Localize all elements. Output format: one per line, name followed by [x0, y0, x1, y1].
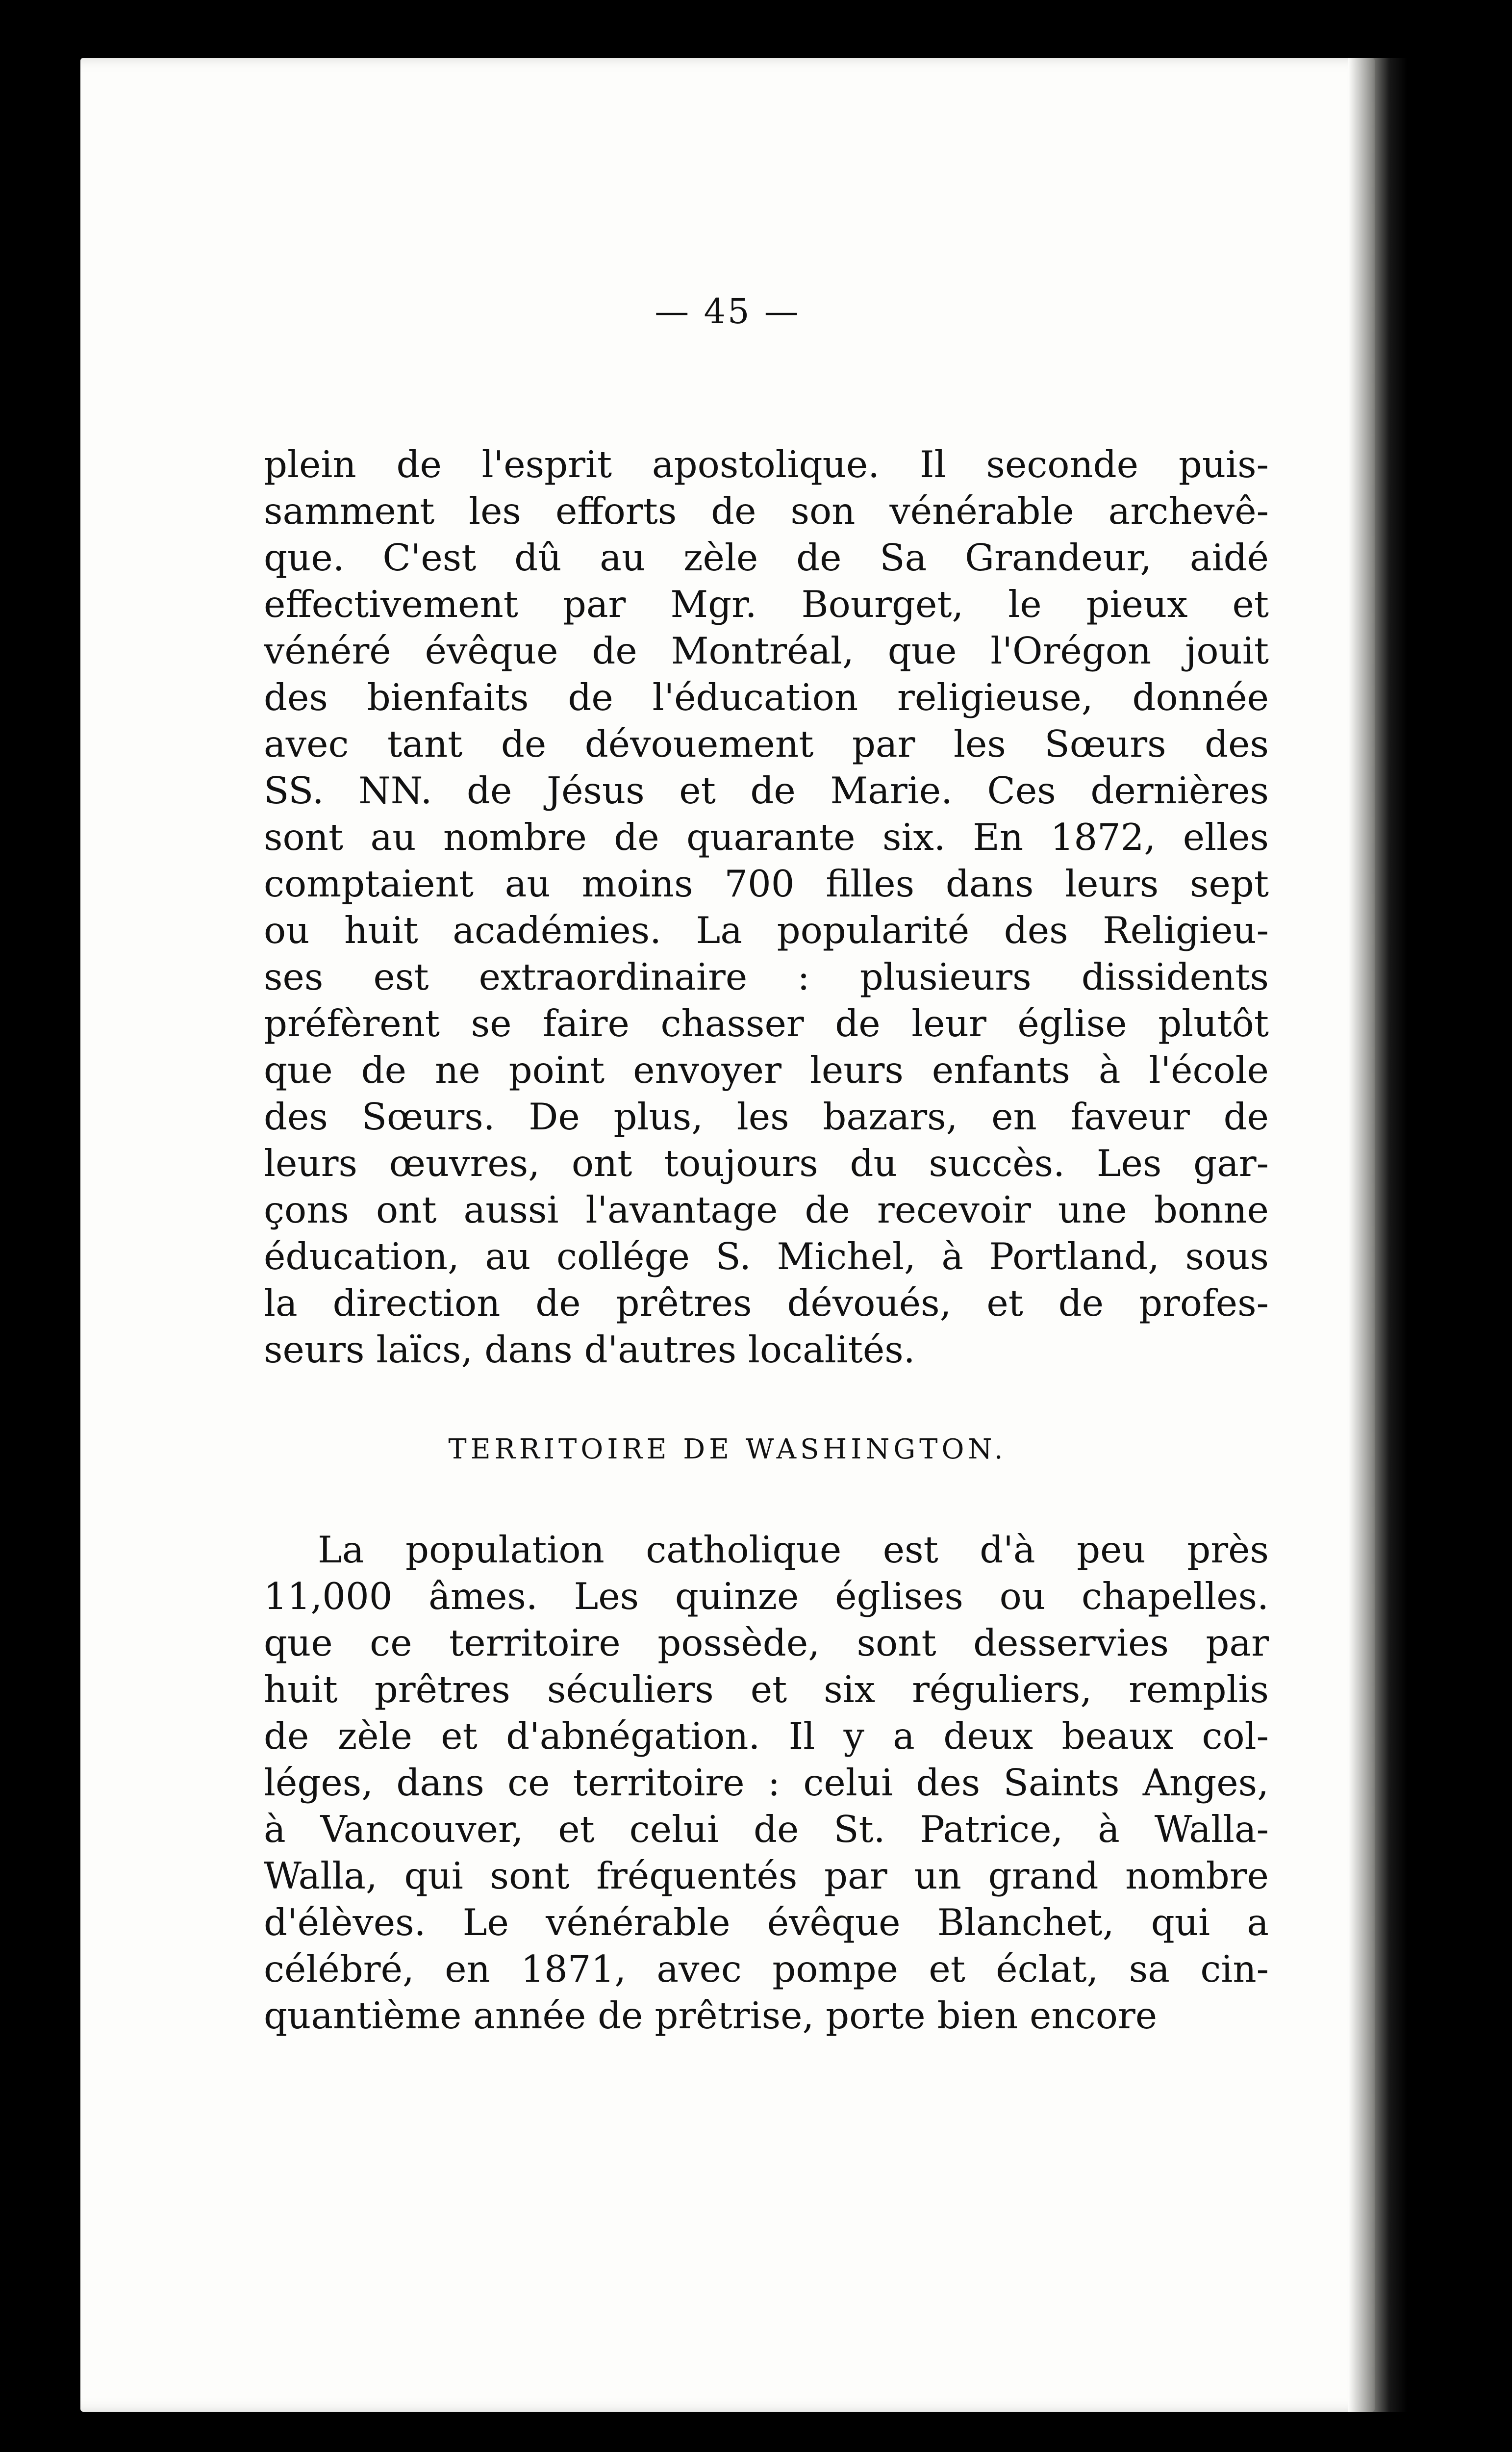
text-line: d'élèves. Le vénérable évêque Blanchet, qui a [264, 1901, 1269, 1944]
text-line: ses est extraordinaire : plusieurs dissidents [264, 955, 1269, 998]
text-line: comptaient au moins 700 filles dans leurs sept [264, 862, 1269, 905]
text-line: huit prêtres séculiers et six réguliers, remplis [264, 1668, 1269, 1711]
text-line: à Vancouver, et celui de St. Patrice, à Walla- [264, 1808, 1269, 1851]
section-heading: TERRITOIRE DE WASHINGTON. [448, 1433, 1007, 1465]
paragraph-washington [264, 1527, 1269, 2039]
text-line: avec tant de dévouement par les Sœurs des [264, 722, 1269, 766]
text-line: la direction de prêtres dévoués, et de profes- [264, 1281, 1269, 1325]
paragraph-oregon [264, 441, 1269, 1373]
text-line: effectivement par Mgr. Bourget, le pieux et [264, 583, 1269, 626]
paper-page [80, 58, 1375, 2412]
text-line: ou huit académies. La popularité des Religieu- [264, 909, 1269, 952]
text-line: que. C'est dû au zèle de Sa Grandeur, aidé [264, 536, 1269, 579]
text-line: samment les efforts de son vénérable archevê- [264, 489, 1269, 533]
text-line: 11,000 âmes. Les quinze églises ou chapelles. [264, 1575, 1269, 1618]
book-spine-shadow [1348, 58, 1407, 2412]
text-line: seurs laïcs, dans d'autres localités. [264, 1328, 915, 1371]
text-line: que de ne point envoyer leurs enfants à l'école [264, 1048, 1269, 1092]
text-line: plein de l'esprit apostolique. Il seconde puis- [264, 443, 1269, 486]
text-line: léges, dans ce territoire : celui des Saints Anges, [264, 1761, 1269, 1804]
text-line: célébré, en 1871, avec pompe et éclat, sa cin- [264, 1947, 1269, 1991]
text-line: çons ont aussi l'avantage de recevoir une bonne [264, 1188, 1269, 1231]
text-line: SS. NN. de Jésus et de Marie. Ces dernières [264, 769, 1269, 812]
text-line: que ce territoire possède, sont desservies par [264, 1621, 1269, 1664]
text-line: des bienfaits de l'éducation religieuse, donnée [264, 676, 1269, 719]
text-line: de zèle et d'abnégation. Il y a deux beaux col- [264, 1714, 1269, 1758]
text-line: Walla, qui sont fréquentés par un grand nombre [264, 1854, 1269, 1897]
text-line: préfèrent se faire chasser de leur église plutôt [264, 1002, 1269, 1045]
text-line: éducation, au collége S. Michel, à Portland, sous [264, 1235, 1269, 1278]
text-line: La population catholique est d'à peu près [318, 1528, 1269, 1571]
text-line: sont au nombre de quarante six. En 1872, elles [264, 816, 1269, 859]
page-number: — 45 — [655, 291, 801, 332]
text-line: quantième année de prêtrise, porte bien encore [264, 1994, 1158, 2037]
text-line: leurs œuvres, ont toujours du succès. Les gar- [264, 1142, 1269, 1185]
text-line: vénéré évêque de Montréal, que l'Orégon jouit [264, 629, 1269, 672]
text-line: des Sœurs. De plus, les bazars, en faveur de [264, 1095, 1269, 1138]
